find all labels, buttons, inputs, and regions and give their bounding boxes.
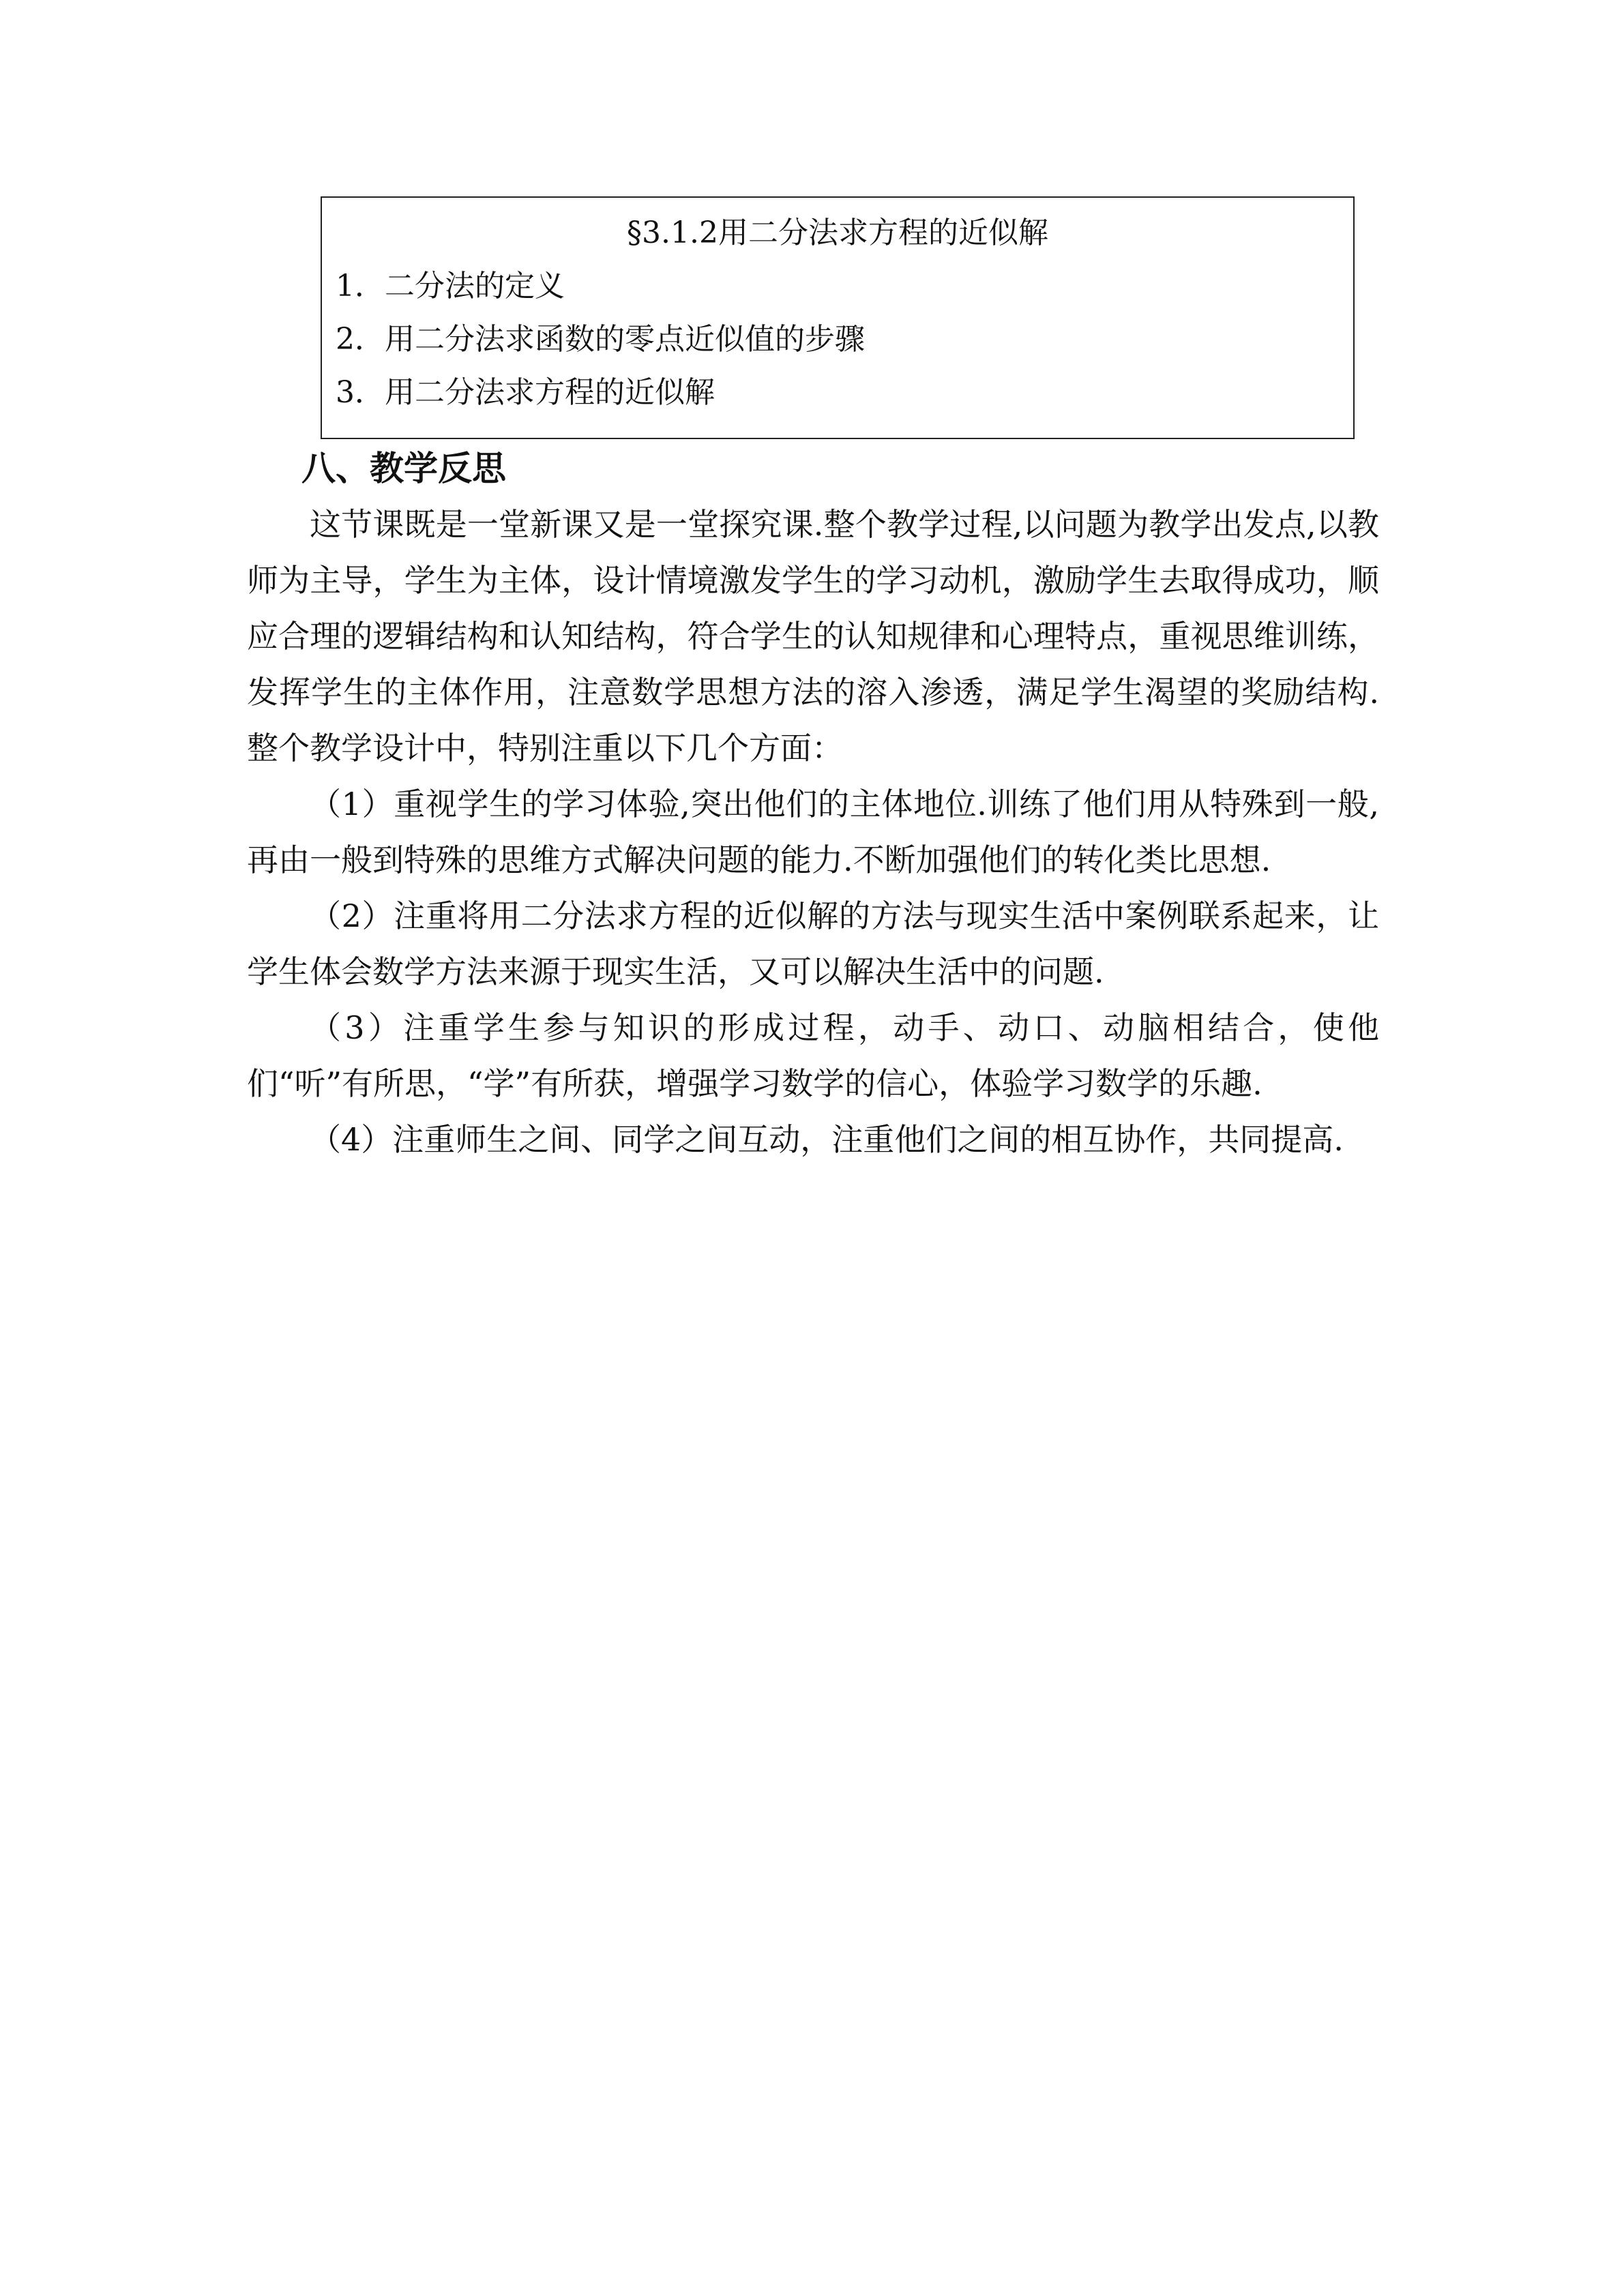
box-item-2: 2．用二分法求函数的零点近似值的步骤: [336, 322, 865, 357]
section-heading: 八、教学反思: [301, 449, 506, 488]
box-item-3: 3．用二分法求方程的近似解: [336, 375, 715, 410]
box-item-1: 1．二分法的定义: [336, 269, 565, 303]
point-paragraph-3: （3）注重学生参与知识的形成过程，动手、动口、动脑相结合，使他们“听”有所思，“学”有所获，增强学习数学的信心，体验学习数学的乐趣.: [247, 1009, 1379, 1102]
point-paragraph-2: （2）注重将用二分法求方程的近似解的方法与现实生活中案例联系起来，让学生体会数学方法来源于现实生活，又可以解决生活中的问题.: [247, 897, 1379, 990]
point-paragraph-1: （1）重视学生的学习体验,突出他们的主体地位.训练了他们用从特殊到一般,再由一般到特殊的思维方式解决问题的能力.不断加强他们的转化类比思想.: [247, 786, 1379, 878]
box-title: §3.1.2用二分法求方程的近似解: [627, 215, 1048, 250]
board-summary-box: [321, 196, 1355, 439]
point-paragraph-4: （4）注重师生之间、同学之间互动，注重他们之间的相互协作，共同提高.: [310, 1121, 1344, 1158]
intro-paragraph: 这节课既是一堂新课又是一堂探究课.整个教学过程,以问题为教学出发点,以教师为主导，学生为主体，设计情境激发学生的学习动机，激励学生去取得成功，顺应合理的逻辑结构和认知结构，符合学生的认知规律和心理特点，重视思维训练，发挥学生的主体作用，注意数学思想方法的溶入渗透，满足学生渴望的奖励结构.整个教学设计中，特别注重以下几个方面：: [247, 506, 1379, 766]
